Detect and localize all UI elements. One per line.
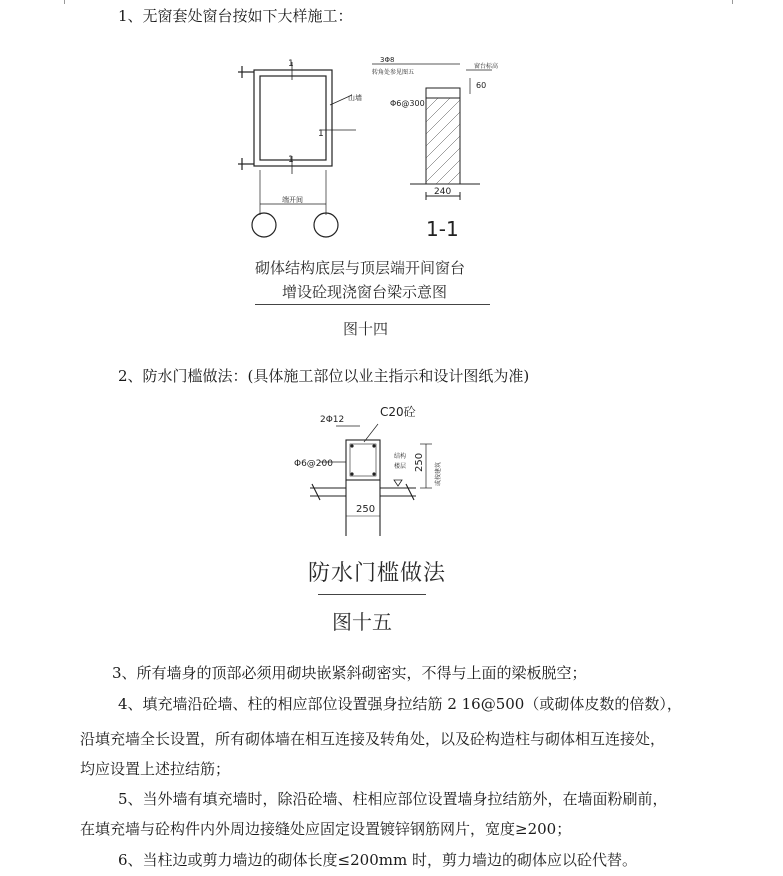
fig15-label-250-horizontal: 250 [356, 504, 376, 515]
paragraph-5-line-1: 5、当外墙有填充墙时，除沿砼墙、柱相应部位设置墙身拉结筋外，在墙面粉刷前， [118, 790, 668, 808]
fig15-label-2phi12: 2Φ12 [320, 415, 345, 425]
plan-label-duankaijian: 端开间 [282, 196, 303, 204]
plan-label-shanqiang: 山墙 [348, 94, 362, 102]
figure-14-drawing [230, 50, 510, 250]
section-label-3d8: 3Φ8 [380, 56, 395, 64]
figure-15-rule [318, 594, 426, 595]
fig15-label-250-vertical: 250 [414, 452, 425, 472]
figure-14-number: 图十四 [343, 320, 389, 338]
figure-15-caption: 防水门槛做法 [308, 561, 447, 586]
paragraph-4-line-3: 均应设置上述拉结筋； [80, 760, 231, 778]
page-corner-mark-right [732, 0, 733, 4]
section-view [372, 64, 492, 200]
fig15-label-phi6: Φ6@200 [294, 459, 333, 469]
figure-15-number: 图十五 [332, 610, 392, 634]
section-label-60: 60 [476, 81, 487, 90]
paragraph-3: 3、所有墙身的顶部必须用砌块嵌紧斜砌密实，不得与上面的梁板脱空； [112, 664, 587, 682]
figure-15-drawing [290, 396, 460, 546]
plan-section-mark-side: 1 [318, 129, 324, 139]
section-label-240: 240 [434, 187, 452, 197]
section-label-chuangtai: 窗台标高 [474, 63, 499, 70]
figure-14-rule [255, 304, 490, 305]
plan-section-mark-bottom: 1 [288, 155, 294, 165]
paragraph-1: 1、无窗套处窗台按如下大样施工： [118, 7, 353, 25]
fig15-label-jiegou: 结构 [394, 453, 407, 460]
section-label-zhuanjiao: 转角处参见图五 [372, 69, 415, 76]
paragraph-4-line-2: 沿填充墙全长设置，所有砌体墙在相互连接及转角处，以及砼构造柱与砌体相互连接处， [80, 730, 666, 748]
section-hatch [426, 98, 460, 184]
section-label-1-1: 1-1 [426, 217, 459, 241]
paragraph-5-line-2: 在填充墙与砼构件内外周边接缝处应固定设置镀锌钢筋网片，宽度≥200； [80, 820, 572, 838]
figure-14-caption-line1: 砌体结构底层与顶层端开间窗台 [255, 259, 466, 277]
paragraph-6: 6、当柱边或剪力墙边的砌体长度≤200mm 时，剪力墙边的砌体应以砼代替。 [118, 851, 637, 869]
plan-section-mark-top: 1 [288, 59, 294, 69]
fig15-label-c20: C20砼 [380, 405, 416, 419]
page-corner-mark-left [64, 0, 65, 4]
plan-view [238, 62, 356, 237]
figure-14-caption-line2: 增设砼现浇窗台梁示意图 [282, 283, 448, 301]
fig15-label-mianceng: 楼层 [394, 463, 407, 470]
fig15-label-huo: 或按建筑 [435, 461, 442, 486]
paragraph-4-line-1: 4、填充墙沿砼墙、柱的相应部位设置强身拉结筋 2 16@500（或砌体皮数的倍数）， [118, 695, 682, 713]
section-label-phi6: Φ6@300 [390, 99, 425, 108]
paragraph-2: 2、防水门槛做法：(具体施工部位以业主指示和设计图纸为准) [118, 367, 530, 385]
